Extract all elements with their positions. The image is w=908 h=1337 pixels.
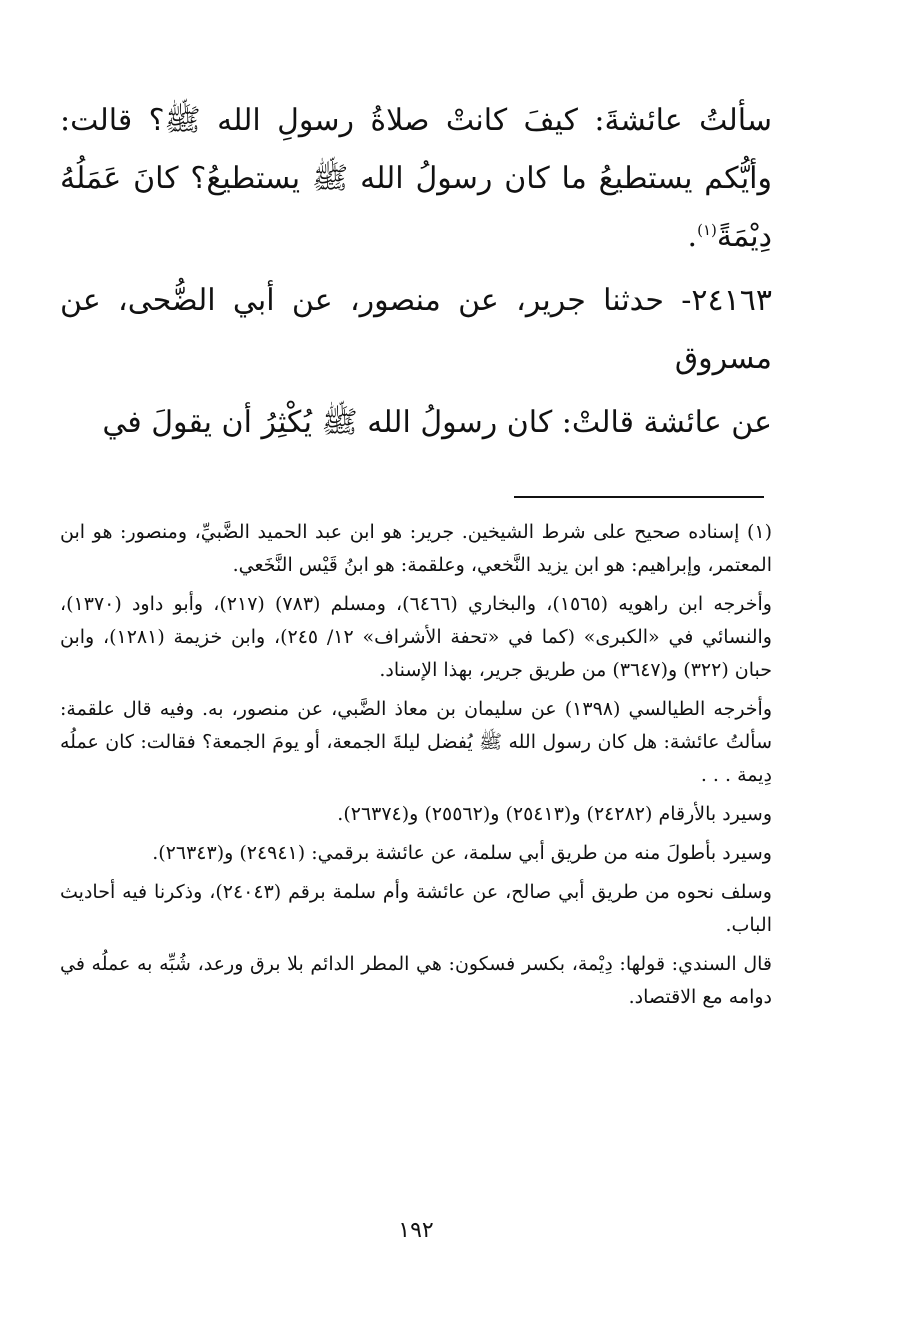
footnote-ref: (١) — [697, 221, 717, 239]
page-number: ١٩٢ — [398, 1218, 434, 1243]
footnote-1: (١) إسناده صحيح على شرط الشيخين. جرير: هو ابن عبد الحميد الضَّبيِّ، ومنصور: هو ابن المعتمر، وإبراهيم: هو ابن يزيد النَّخعي، وعلقمة: هو ابنُ قَيْس النَّخَعي. — [60, 521, 772, 576]
hadith-paragraph-2: عن عائشة قالتْ: كان رسولُ الله ﷺ يُكْثِرُ أن يقولَ في — [102, 405, 772, 440]
footnotes — [60, 516, 772, 1020]
main-text — [60, 92, 772, 452]
footnote-7: قال السندي: قولها: دِيْمة، بكسر فسكون: هي المطر الدائم بلا برق ورعد، شُبِّه به عملُه في دوامه مع الاقتصاد. — [60, 953, 772, 1008]
footnote-4: وسيرد بالأرقام (٢٤٢٨٢) و(٢٥٤١٣) و(٢٥٥٦٢) و(٢٦٣٧٤). — [337, 803, 772, 825]
book-page — [60, 0, 772, 1337]
hadith-isnad: ٢٤١٦٣- حدثنا جرير، عن منصور، عن أبي الضُّحى، عن مسروق — [60, 283, 772, 376]
footnote-5: وسيرد بأطولَ منه من طريق أبي سلمة، عن عائشة برقمي: (٢٤٩٤١) و(٢٦٣٤٣). — [152, 842, 772, 864]
hadith-paragraph-1 — [60, 92, 772, 266]
footnote-2: وأخرجه ابن راهويه (١٥٦٥)، والبخاري (٦٤٦٦)، ومسلم (٧٨٣) (٢١٧)، وأبو داود (١٣٧٠)، والنسائي في «الكبرى» (كما في «تحفة الأشراف» ١٢/ ٢٤٥)، وابن خزيمة (١٢٨١)، وابن حبان (٣٢٢) و(٣٦٤٧) من طريق جرير، بهذا الإسناد. — [60, 593, 772, 681]
hadith-text-1-end: . — [687, 219, 698, 254]
footnote-3: وأخرجه الطيالسي (١٣٩٨) عن سليمان بن معاذ الضَّبي، عن منصور، به. وفيه قال علقمة: سألتُ عائشة: هل كان رسول الله ﷺ يُفضل ليلةَ الجمعة، أو يومَ الجمعة؟ فقالت: كان عملُه دِيمة . . . — [60, 698, 772, 786]
footnote-divider — [514, 496, 764, 498]
footnote-6: وسلف نحوه من طريق أبي صالح، عن عائشة وأم سلمة برقم (٢٤٠٤٣)، وذكرنا فيه أحاديث الباب. — [60, 881, 772, 936]
hadith-text-1: سألتُ عائشةَ: كيفَ كانتْ صلاةُ رسولِ الله ﷺ؟ قالت: وأيُّكم يستطيعُ ما كان رسولُ الله ﷺ يستطيعُ؟ كانَ عَمَلُهُ دِيْمَةً — [60, 103, 772, 254]
